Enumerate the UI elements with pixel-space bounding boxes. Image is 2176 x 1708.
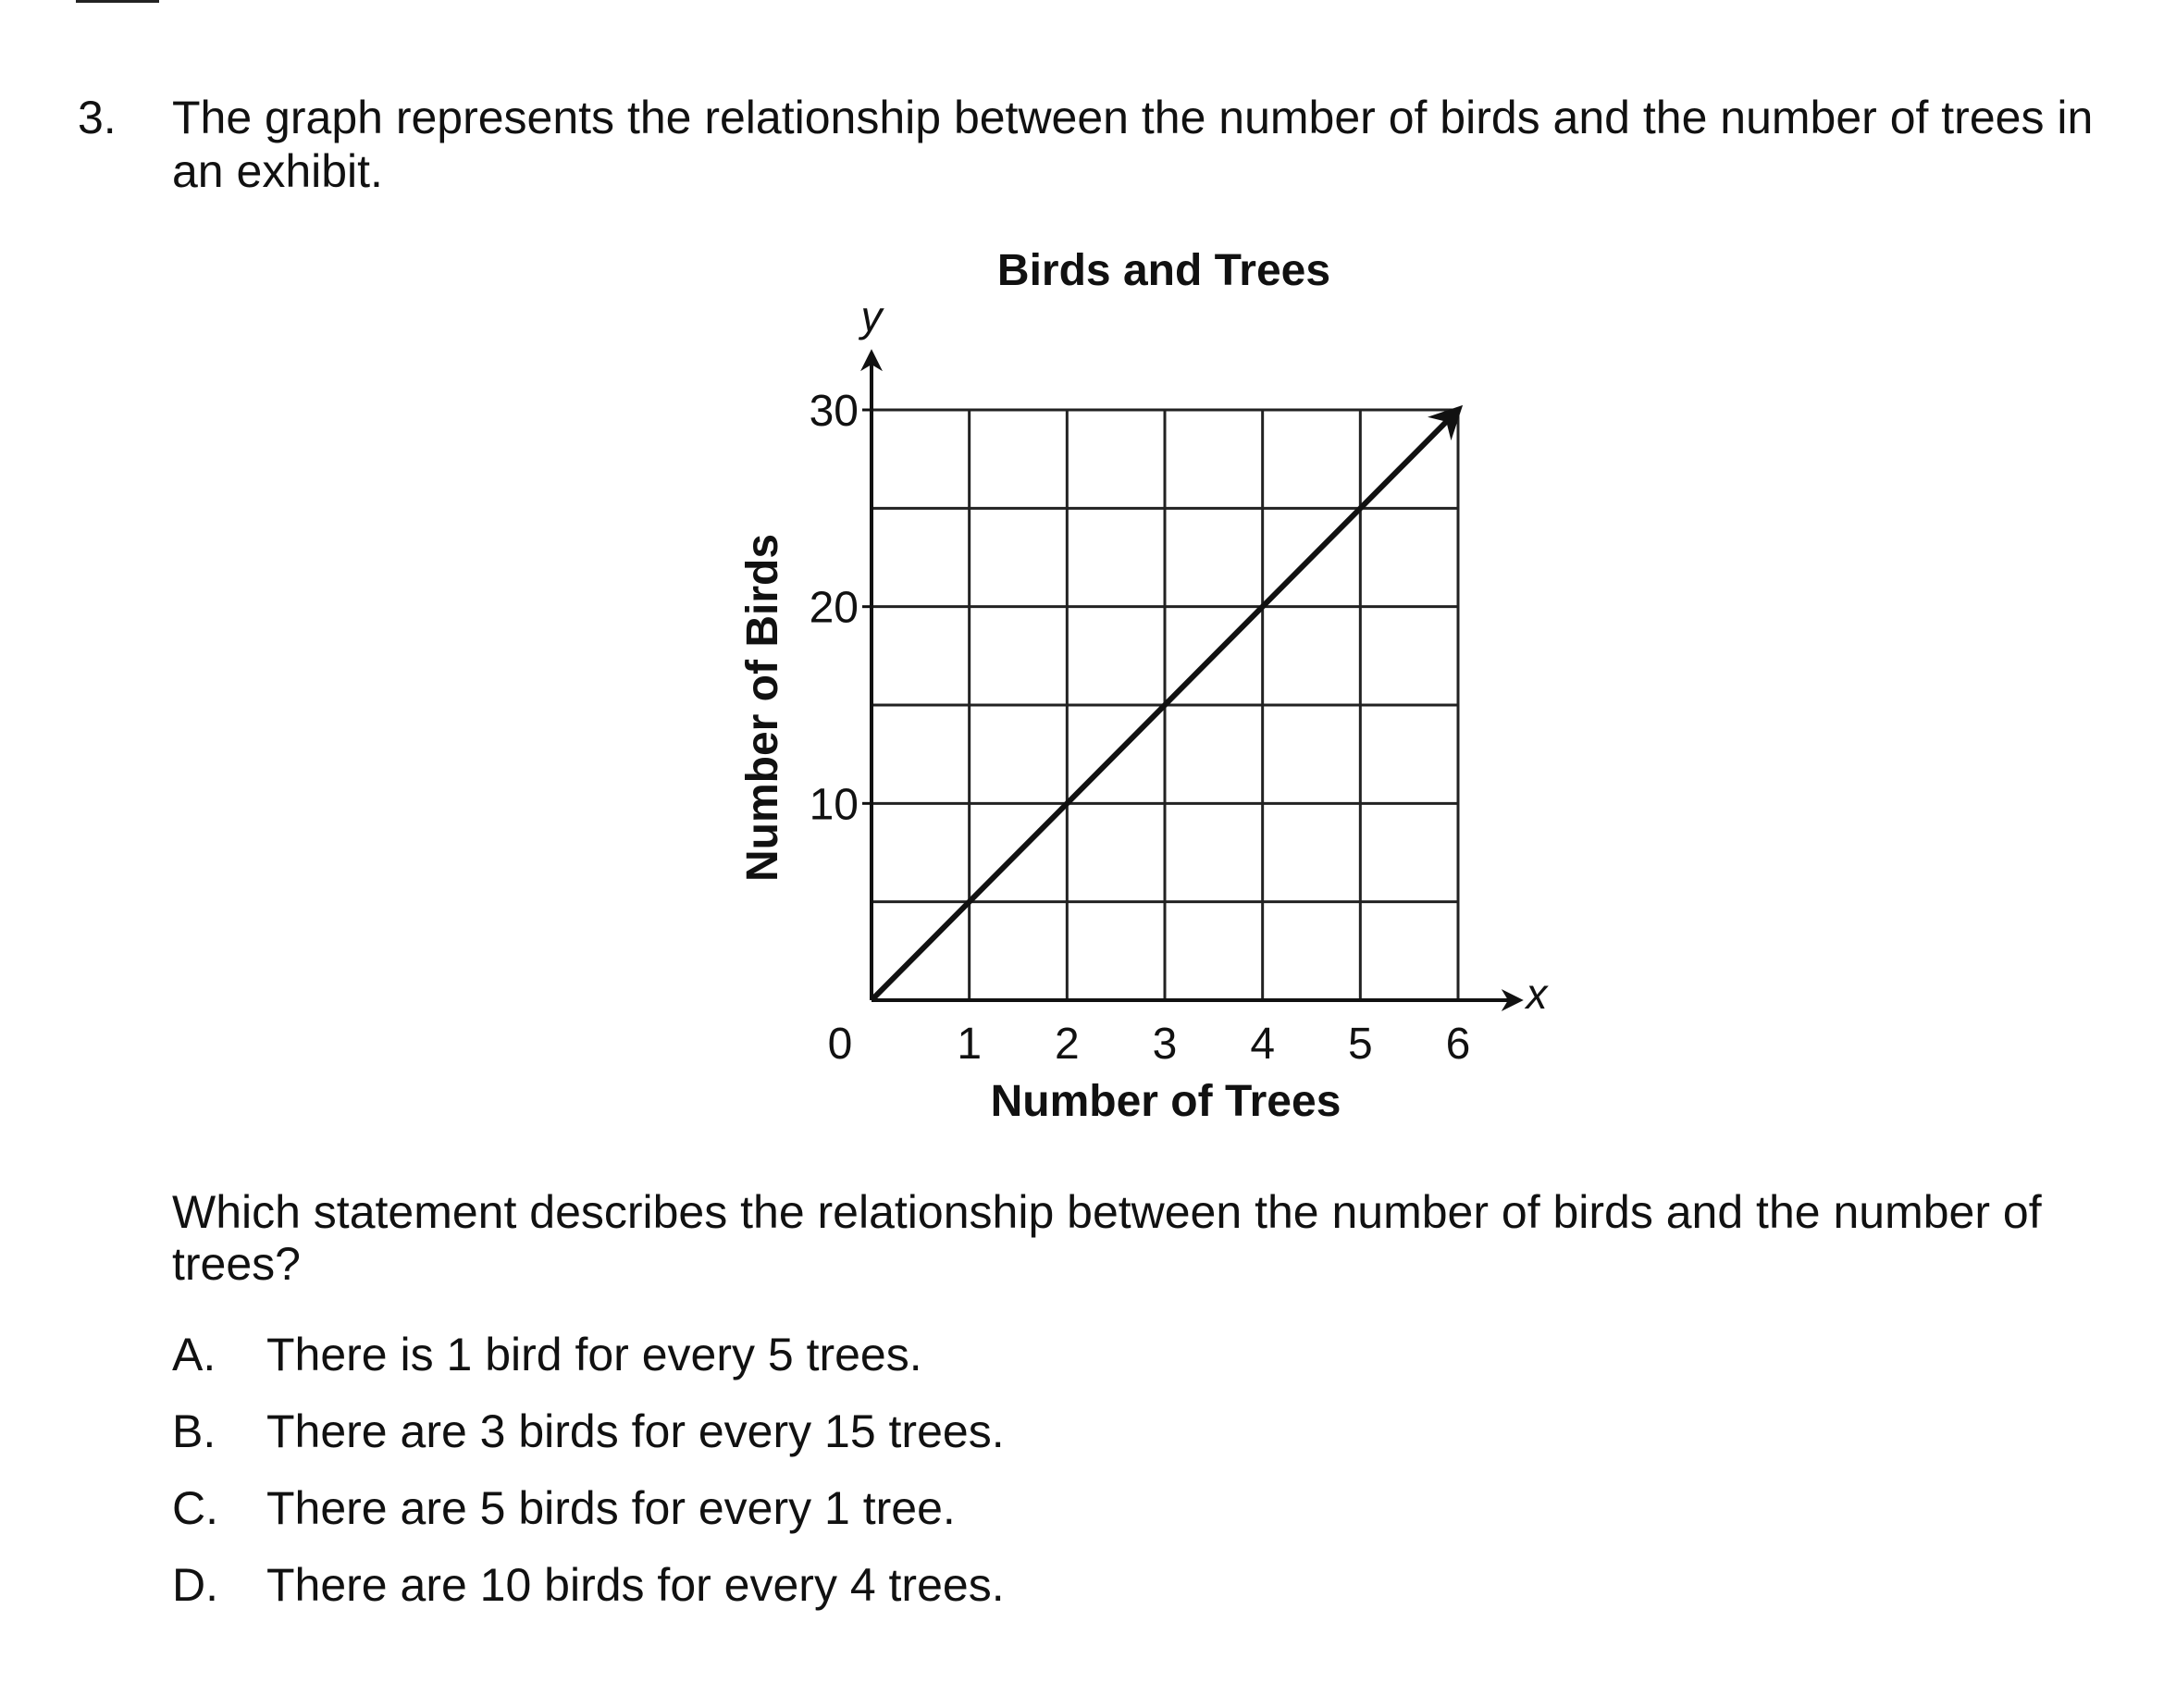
x-tick-label: 5 [1347,1020,1373,1069]
x-tick-label: 6 [1445,1020,1471,1069]
origin-label: 0 [827,1020,853,1069]
choice-letter: A. [172,1329,216,1380]
choice-text: There are 3 birds for every 15 trees. [266,1405,1005,1457]
question-stem: The graph represents the relationship between the number of birds and the number of trees in an exhibit. [172,92,2094,197]
x-tick-label: 2 [1054,1020,1080,1069]
choice-text: There are 10 birds for every 4 trees. [266,1559,1005,1611]
choice-letter: B. [172,1405,216,1457]
choice-a[interactable] [172,1329,1837,1405]
y-tick-label: 30 [809,387,859,436]
y-axis-letter: y [860,292,883,340]
choice-letter: D. [172,1559,218,1611]
x-tick-label: 4 [1250,1020,1276,1069]
y-axis-label: Number of Birds [738,533,787,883]
data-line [872,410,1458,1000]
answer-choices [172,1329,1837,1636]
choice-letter: C. [172,1482,218,1534]
choice-d[interactable] [172,1559,1837,1636]
top-rule [76,0,159,3]
x-axis-letter: x [1526,970,1548,1018]
choice-c[interactable] [172,1482,1837,1559]
x-tick-label: 3 [1152,1020,1178,1069]
question-prompt: Which statement describes the relationship between the number of birds and the number of trees? [172,1186,2042,1290]
chart-title: Birds and Trees [996,246,1331,295]
choice-text: There are 5 birds for every 1 tree. [266,1482,956,1534]
y-tick-label: 10 [809,780,859,830]
y-tick-label: 20 [809,583,859,633]
question-number: 3. [78,92,117,143]
choice-b[interactable] [172,1405,1837,1482]
choice-text: There is 1 bird for every 5 trees. [266,1329,922,1380]
x-tick-label: 1 [957,1020,983,1069]
x-axis-label: Number of Trees [990,1077,1341,1126]
